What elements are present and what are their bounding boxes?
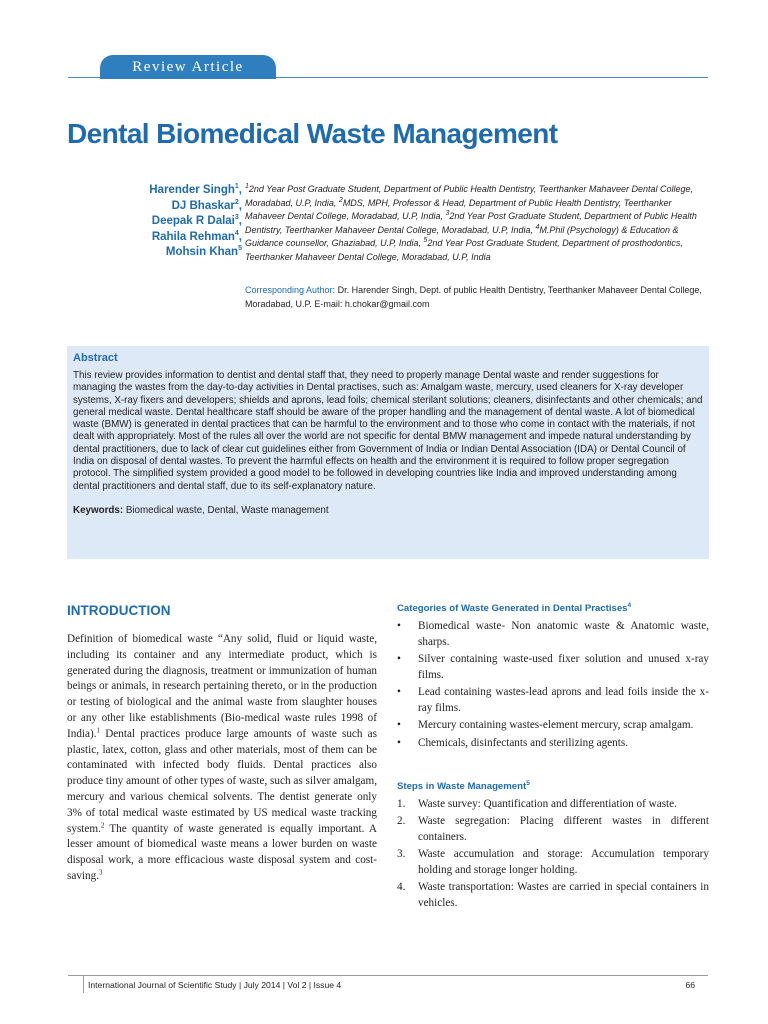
step-number: 3.: [397, 848, 406, 861]
bullet: •: [397, 686, 401, 699]
affiliations: $^1$2nd Year Post Graduate Student, Department of Public Health Dentistry, Teerthanker Mahaveer Dental College, Moradabad, U.P, India, $^2$MDS, MPH, Professor & Head, Department of Public Health Dentistry, Teerthanker Mahaveer Dental College, Moradabad, U.P, India, $^3$2nd Year Post Graduate Student, Department of Public Health Dentistry, Teerthanker Mahaveer Dental College, Moradabad, U.P, India, $^4$M.Phil (Psychology) & Education & Guidance counsellor, Ghaziabad, U.P, India, $^5$2nd Year Post Graduate Student, Department of prosthodontics, Teerthanker Mahaveer Dental College, Moradabad, U.P, India: [245, 183, 697, 262]
step-number: 4.: [397, 881, 406, 894]
abstract-heading: Abstract: [73, 352, 118, 364]
affiliation-text: 2nd Year Post Graduate Student, Department of Public Health Dentistry, Teerthanker Mahaveer Dental College, Moradabad, U.P, India,: [245, 184, 693, 208]
affiliation-text: 2nd Year Post Graduate Student, Department of Public Health Dentistry, Teerthanker Mahaveer Dental College, Moradabad, U.P, India,: [245, 211, 697, 235]
list-item: • Biomedical waste- Non anatomic waste & Anatomic waste, sharps.: [397, 620, 709, 648]
steps-heading: Steps in Waste Management$^5$: [397, 779, 530, 792]
list-item: • Mercury containing wastes-element mercury, scrap amalgam.: [397, 718, 709, 734]
author-list: [90, 183, 242, 261]
section-tab-label: Review Article: [132, 59, 244, 75]
categories-heading: Categories of Waste Generated in Dental Practises$^4$: [397, 601, 632, 614]
list-item: 1. Waste survey: Quantification and differentiation of waste.: [397, 797, 709, 813]
footer-divider: [83, 976, 84, 993]
author-item: DJ Bhaskar$^2$,: [171, 198, 242, 212]
list-item: • Chemicals, disinfectants and sterilizing agents.: [397, 736, 709, 752]
steps-list: [397, 797, 709, 914]
list-item: 3. Waste accumulation and storage: Accumulation temporary holding and storage longer holding.: [397, 848, 709, 877]
introduction-paragraph: Definition of biomedical waste “Any solid, fluid or liquid waste, including its container and any intermediate product, which is generated during the diagnosis, treatment or immunization of human beings or animals, in research pertaining thereto, or in the production or testing of biological and the animal waste from slaughter houses or any other like establishments (Bio-medical waste rules 1998 of India).$^1$ Dental practices produce large amounts of waste such as plastic, latex, cotton, glass and other materials, most of them can be contaminated with infected body fluids. Dental practices also produce tiny amount of other types of waste, such as silver amalgam, mercury and various chemical solvents. The dentist generate only 3% of total medical waste estimated by US medical waste tracking system.$^2$ The quantity of waste generated is equally important. A lesser amount of biomedical waste means a lower burden on waste disposal work, a more efficacious waste disposal system and cost-saving.$^3$: [67, 633, 377, 882]
author-item: Harender Singh$^1$,: [149, 183, 242, 196]
affiliation-text: 2nd Year Post Graduate Student, Department of prosthodontics, Teerthanker Mahaveer Dental College, Moradabad, U.P, India: [245, 238, 683, 262]
article-title: Dental Biomedical Waste Management: [67, 118, 558, 149]
author-item: Mohsin Khan$^5$: [165, 245, 242, 258]
author-item: Deepak R Dalai$^3$,: [151, 214, 242, 227]
corresponding-author: [245, 284, 707, 311]
bullet: •: [397, 736, 401, 749]
list-item: 4. Waste transportation: Wastes are carried in special containers in vehicles.: [397, 881, 709, 910]
categories-list: [397, 619, 709, 753]
list-item: • Silver containing waste-used fixer solution and unused x-ray films.: [397, 653, 709, 681]
list-item: 2. Waste segregation: Placing different wastes in different containers.: [397, 815, 709, 844]
page-number: 66: [685, 980, 695, 990]
keywords-label: Keywords:: [73, 504, 124, 516]
abstract-text: This review provides information to dentist and dental staff that, they need to properly manage Dental waste and render suggestions for managing the wastes from the day-to-day activities in Dental practises, such as: Amalgam waste, mercury, used cleaners for X-ray developer systems, X-ray fixers and developers; shields and aprons, lead foils; chemical sterilant solutions; cleaners, disinfectants and other chemicals; and general medical waste. Dental healthcare staff should be aware of the proper handling and the management of dental waste. A lot of biomedical waste (BMW) is generated in dental practices that can be harmful to the environment and to those who come in contact with the materials, if not dealt with appropriately. Most of the rules all over the world are not specific for dental BMW management and impede natural understanding by dental practitioners, due to lack of clear cut guidelines either from Government of India or Indian Dental Association (IDA) or Dental Council of India on disposal of dental wastes. To prevent the harmful effects on health and the environment it is required to follow proper segregation protocol. The simplified system provided a good model to be followed in developing countries like India and improved understanding among dental practitioners and dental staff, due to its self-explanatory nature.: [73, 370, 703, 492]
affiliation-text: M.Phil (Psychology) & Education & Guidance counsellor, Ghaziabad, U.P, India,: [245, 224, 679, 248]
journal-citation: International Journal of Scientific Study | July 2014 | Vol 2 | Issue 4: [88, 980, 342, 990]
corresponding-author-text: Dr. Harender Singh, Dept. of public Health Dentistry, Teerthanker Mahaveer Dental College, Moradabad, U.P. E-mail: h.chokar@gmail.com: [245, 285, 702, 309]
keywords-text: Biomedical waste, Dental, Waste management: [123, 504, 329, 516]
author-item: Rahila Rehman$^4$,: [151, 229, 242, 243]
introduction-heading: INTRODUCTION: [67, 603, 171, 618]
list-item: • Lead containing wastes-lead aprons and lead foils inside the x-ray films.: [397, 686, 709, 714]
corresponding-author-label: Corresponding Author:: [245, 285, 336, 295]
abstract-box: [67, 346, 709, 559]
footer-rule: [68, 975, 708, 976]
bullet: •: [397, 620, 401, 632]
bullet: •: [397, 653, 401, 666]
step-number: 1.: [397, 798, 406, 810]
section-tab: [100, 55, 276, 79]
bullet: •: [397, 719, 401, 732]
affiliation-text: MDS, MPH, Professor & Head, Department of Public Health Dentistry, Teerthanker Mahaveer Dental College, Moradabad, U.P, India,: [245, 197, 672, 221]
step-number: 2.: [397, 815, 406, 828]
keywords: [73, 505, 703, 517]
